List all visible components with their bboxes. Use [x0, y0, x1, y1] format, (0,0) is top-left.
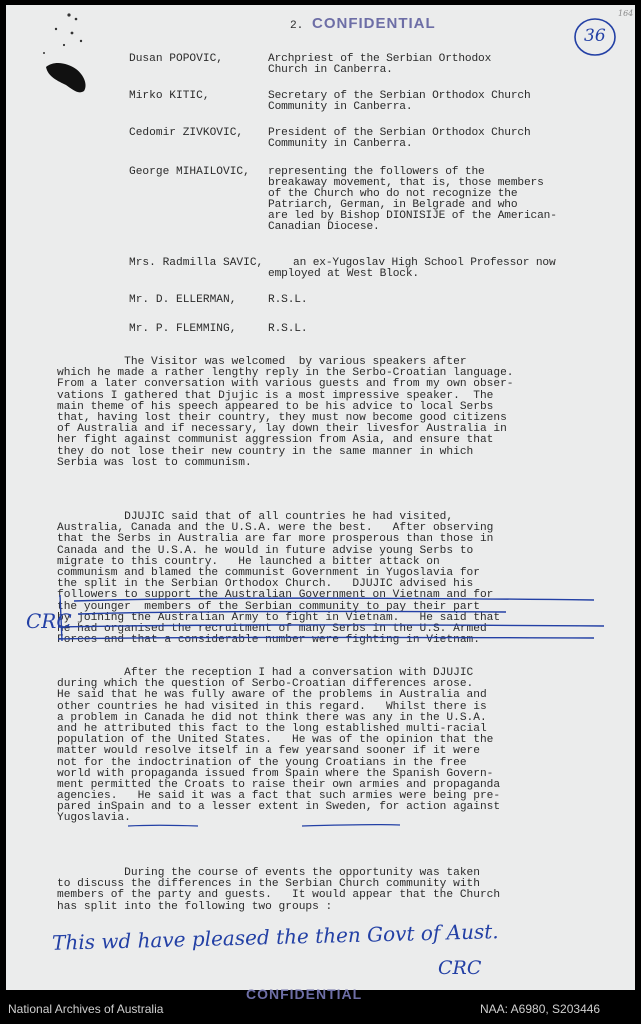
attendee-desc-line: Community in Canberra. [268, 138, 413, 150]
text-line: communism and blamed the communist Government in Yugoslavia for [57, 566, 480, 579]
attendee-desc-line: Secretary of the Serbian Orthodox Church [268, 90, 531, 102]
text-line: her fight against communist aggression from Asia, and ensure that [57, 434, 494, 447]
attendee-desc-line: employed at West Block. [268, 268, 419, 280]
text-line: to discuss the differences in the Serbian Church community with [57, 878, 480, 891]
attendee-desc-line: Canadian Diocese. [268, 221, 380, 233]
text-line: After the reception I had a conversation with DJUJIC [57, 667, 474, 679]
text-line: during which the question of Serbo-Croatian differences arose. [57, 678, 474, 691]
attendee-name: Mrs. Radmilla SAVIC, [129, 257, 264, 269]
text-line: main theme of his speech appeared to be his advice to local Serbs [57, 400, 494, 413]
pen-markings [6, 5, 635, 990]
text-line: members of the party and guests. It would appear that the Church [57, 889, 501, 902]
attendee-desc-line: an ex-Yugoslav High School Professor now [293, 257, 556, 269]
text-line: matter would resolve itself in a few yearsand sooner if it were [57, 745, 480, 758]
text-line: Yugoslavia. [57, 812, 131, 825]
attendee-desc-line: R.S.L. [268, 323, 308, 335]
underline-stroke [302, 825, 400, 826]
attendee-desc-line: President of the Serbian Orthodox Church [268, 127, 531, 139]
folio-small: 164 [618, 9, 634, 18]
attendee-name: Mr. P. FLEMMING, [129, 323, 237, 335]
classification-stamp-top: CONFIDENTIAL [312, 15, 436, 32]
text-line: that, having lost their country, they must now become good citizens [57, 411, 507, 424]
page-number: 2. [290, 20, 304, 32]
text-line: population of the United States. He was of the opinion that the [57, 734, 494, 747]
text-line: they do not lose their new country in the same manner in which [57, 445, 474, 458]
text-line: pared inSpain and to a lesser extent in Sweden, for action against [57, 801, 501, 814]
text-line: the split in the Serbian Orthodox Church. DJUJIC advised his [57, 578, 474, 591]
underline-stroke [58, 625, 604, 627]
text-line: Serbia was lost to communism. [57, 456, 252, 469]
attendee-desc-line: of the Church who do not recognize the [268, 188, 518, 200]
underline-stroke [74, 598, 594, 601]
attendee-name: George MIHAILOVIC, [129, 166, 250, 178]
text-line: world with propaganda issued from Spain where the Spanish Govern- [57, 767, 494, 780]
text-line: agencies. He said it was a fact that such armies were being pre- [57, 790, 501, 803]
attendee-desc-line: Church in Canberra. [268, 64, 393, 76]
text-line: by joining the Australian Army to fight in Vietnam. He said that [57, 611, 501, 624]
archive-reference: NAA: A6980, S203446 [480, 1002, 601, 1016]
text-line: he had organised the recruitment of many Serbs in the U.S. Armed [57, 622, 487, 635]
text-line: Australia, Canada and the U.S.A. were the best. After observing [57, 522, 494, 535]
text-line: a problem in Canada he did not think there was any in the U.S.A. [57, 711, 487, 724]
attendee-name: Mr. D. ELLERMAN, [129, 294, 237, 306]
document-page [6, 5, 635, 1002]
handwritten-initials: CRC [438, 957, 482, 979]
handwritten-note: This wd have pleased the then Govt of Aust. [51, 919, 499, 955]
text-line: not for the indoctrination of the young Croatians in the free [57, 756, 467, 769]
attendee-desc-line: Archpriest of the Serbian Orthodox [268, 53, 492, 65]
attendee-desc-line: Community in Canberra. [268, 101, 413, 113]
text-line: From a later conversation with various guests and from my own obser- [57, 378, 514, 391]
text-line: The Visitor was welcomed by various speakers after [57, 356, 467, 368]
underline-stroke [78, 611, 506, 614]
text-line: DJUJIC said that of all countries he had visited, [57, 511, 454, 523]
text-line: which he made a rather lengthy reply in the Serbo-Croatian language. [57, 367, 514, 380]
attendee-desc-line: representing the followers of the [268, 166, 485, 178]
text-line: the younger members of the Serbian community to pay their part [57, 600, 480, 613]
attendee-name: Mirko KITIC, [129, 90, 210, 102]
text-line: Forces and that a considerable number were fighting in Vietnam. [57, 634, 480, 647]
underline-stroke [128, 825, 198, 826]
text-line: migrate to this country. He launched a bitter attack on [57, 555, 440, 568]
text-line: He said that he was fully aware of the problems in Australia and [57, 689, 487, 702]
attendee-desc-line: Patriarch, German, in Belgrade and who [268, 199, 518, 211]
text-line: vations I gathered that Djujic is a most impressive speaker. The [57, 389, 494, 402]
attendee-desc-line: R.S.L. [268, 294, 308, 306]
text-line: ment permitted the Croats to raise their own armies and propaganda [57, 778, 501, 791]
text-line: of Australia and if necessary, lay down their livesfor Australia in [57, 423, 507, 436]
text-line: that the Serbs in Australia are far more prosperous than those in [57, 533, 494, 546]
archive-name: National Archives of Australia [8, 1002, 164, 1016]
text-line: and he attributed this fact to the long established multi-racial [57, 722, 487, 735]
underline-stroke [58, 637, 594, 639]
folio-number: 36 [584, 26, 606, 46]
text-line: other countries he had visited in this regard. Whilst there is [57, 700, 487, 713]
text-line: Canada and the U.S.A. he would in future advise young Serbs to [57, 544, 474, 557]
attendee-name: Cedomir ZIVKOVIC, [129, 127, 244, 139]
text-line: has split into the following two groups : [57, 900, 333, 913]
classification-stamp-bottom: CONFIDENTIAL [246, 986, 363, 1002]
margin-initials: CRC [26, 609, 72, 633]
attendee-name: Dusan POPOVIC, [129, 53, 223, 65]
attendee-desc-line: breakaway movement, that is, those members [268, 177, 544, 189]
text-line: During the course of events the opportunity was taken [57, 867, 480, 879]
text-line: followers to support the Australian Government on Vietnam and for [57, 589, 494, 602]
attendee-desc-line: are led by Bishop DIONISIJE of the American- [268, 210, 557, 222]
